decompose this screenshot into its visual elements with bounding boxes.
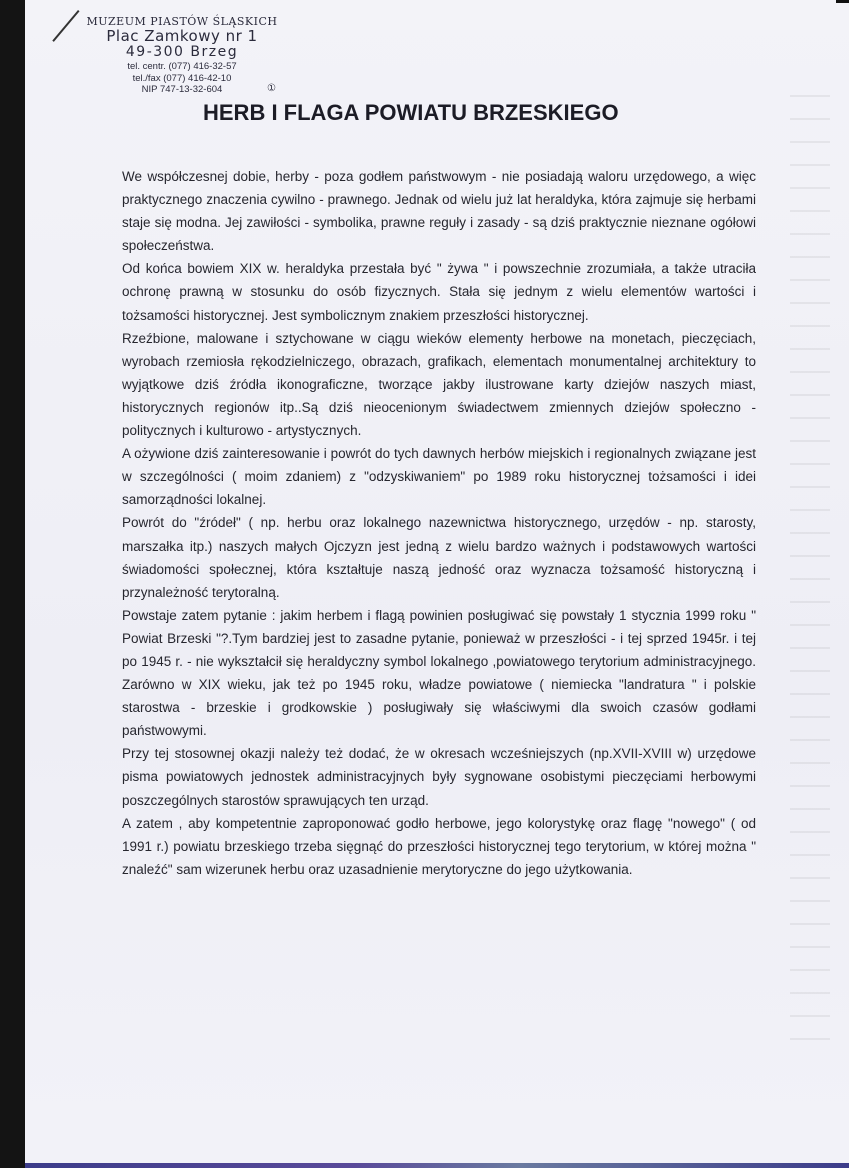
document-body bbox=[122, 165, 756, 881]
scan-corner-mark bbox=[836, 0, 849, 3]
paragraph: Przy tej stosownej okazji należy też dodać, że w okresach wcześniejszych (np.XVII-XVIII w) urzędowe pisma powiatowych jednostek administracyjnych były sygnowane osobistymi pieczęciami herbowymi poszczególnych starostów sprawujących ten urząd. bbox=[122, 746, 756, 808]
museum-stamp bbox=[82, 14, 282, 95]
paragraph: Rzeźbione, malowane i sztychowane w ciągu wieków elementy herbowe na monetach, pieczęciach, wyrobach rzemiosła rękodzielniczego, obrazach, grafikach, elementach monumentalnej architektury to wyjątkowe dziś źródła ikonograficzne, tworzące jakby ilustrowane karty dziejów naszych miast, historycznych regionów itp..Są dziś nieocenionym świadectwem zmiennych dziejów społeczno - politycznych i kulturowo - artystycznych. bbox=[122, 330, 756, 439]
circled-number-mark: ① bbox=[267, 83, 276, 94]
stamp-fax: tel./fax (077) 416-42-10 bbox=[132, 72, 232, 84]
paragraph: A zatem , aby kompetentnie zaproponować godło herbowe, jego kolorystykę oraz flagę "nowego" ( od 1991 r.) powiatu brzeskiego trzeba sięgnąć do przeszłości historycznej tego terytorium, w której można " znaleźć" sam wizerunek herbu oraz uzasadnienie merytoryczne do jego użytkowania. bbox=[122, 815, 756, 877]
stamp-phone: tel. centr. (077) 416-32-57 bbox=[127, 61, 237, 72]
paragraph: Powrót do "źródeł" ( np. herbu oraz lokalnego nazewnictwa historycznego, urzędów - np. starosty, marszałka itp.) naszych małych Ojczyzn jest jedną z wielu bardzo ważnych i podstawowych wartości świadomości społecznej, która kształtuje naszą jedność oraz wyznacza tożsamość historyczną i przynależność terytoralną. bbox=[122, 515, 756, 600]
scan-bottom-edge bbox=[25, 1163, 849, 1168]
paragraph: Powstaje zatem pytanie : jakim herbem i flagą powinien posługiwać się powstały 1 stycznia 1999 roku " Powiat Brzeski "?.Tym bardziej jest to zasadne pytanie, ponieważ w przeszłości - i tej sprzed 1945r. i tej po 1945 r. - nie wykształcił się heraldyczny symbol lokalnego ,powiatowego terytorium administracyjnego. Zarówno w XIX wieku, jak też po 1945 roku, władze powiatowe ( niemiecka "landratura " i polskie starostwa - brzeskie i grodkowskie ) posługiwały się właściwymi dla swoich czasów godłami państwowymi. bbox=[122, 607, 756, 739]
scan-left-edge bbox=[0, 0, 25, 1168]
stamp-city: 49-300 Brzeg bbox=[125, 44, 239, 60]
stamp-street: Plac Zamkowy nr 1 bbox=[106, 27, 258, 45]
stamp-nip bbox=[82, 85, 282, 95]
stamp-nip-text: NIP 747-13-32-604 bbox=[141, 84, 223, 95]
paragraph: We współczesnej dobie, herby - poza godłem państwowym - nie posiadają waloru urzędowego, a więc praktycznego znaczenia cywilno - prawnego. Jednak od wielu już lat heraldyka, która zajmuje się herbami staje się modna. Jej zawiłości - symbolika, prawne reguły i zasady - są dziś praktycznie nieznane ogółowi społeczeństwa. bbox=[122, 169, 756, 254]
paragraph: A ożywione dziś zainteresowanie i powrót do tych dawnych herbów miejskich i regionalnych związane jest w szczególności ( moim zdaniem) z "odzyskiwaniem" po 1989 roku historycznej tożsamości i idei samorządności lokalnej. bbox=[122, 446, 756, 508]
stamp-institution: MUZEUM PIASTÓW ŚLĄSKICH bbox=[86, 15, 278, 28]
paragraph: Od końca bowiem XIX w. heraldyka przestała być " żywa " i powszechnie zrozumiała, a także utraciła ochronę prawną w stosunku do osób fizycznych. Stała się jednym z wielu elementów wartości i tożsamości historycznej. Jest symbolicznym znakiem przeszłości historycznej. bbox=[122, 261, 756, 323]
document-title: HERB I FLAGA POWIATU BRZESKIEGO bbox=[203, 100, 619, 125]
bleed-through-text bbox=[790, 95, 830, 1045]
